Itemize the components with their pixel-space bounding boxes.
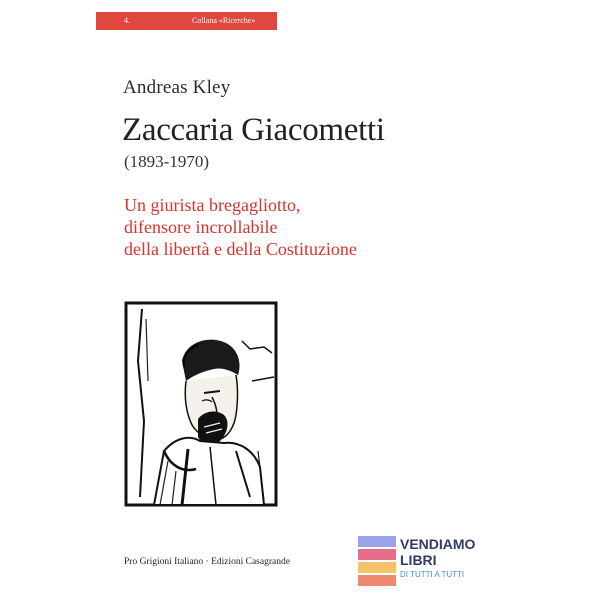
publisher-line: Pro Grigioni Italiano · Edizioni Casagrande: [124, 557, 290, 567]
series-number: 4.: [124, 16, 130, 25]
book-subtitle: [124, 194, 357, 260]
vendiamo-libri-badge: [356, 532, 496, 592]
subtitle-line: della libertà e della Costituzione: [124, 239, 357, 259]
badge-line-3: DI TUTTI A TUTTI: [400, 570, 465, 579]
series-name: Collana «Ricerche»: [192, 16, 256, 25]
series-banner: [96, 12, 277, 30]
portrait-sketch: [124, 301, 278, 507]
badge-line-1: VENDIAMO: [400, 536, 476, 552]
subtitle-line: difensore incrollabile: [124, 217, 278, 237]
book-title: Zaccaria Giacometti: [122, 112, 385, 148]
book-stack-icon: [356, 532, 398, 590]
subtitle-line: Un giurista bregagliotto,: [124, 195, 301, 215]
life-years: (1893-1970): [124, 152, 209, 171]
author-name: Andreas Kley: [123, 77, 231, 98]
badge-text: [400, 536, 475, 582]
badge-line-2: LIBRI: [400, 552, 437, 568]
